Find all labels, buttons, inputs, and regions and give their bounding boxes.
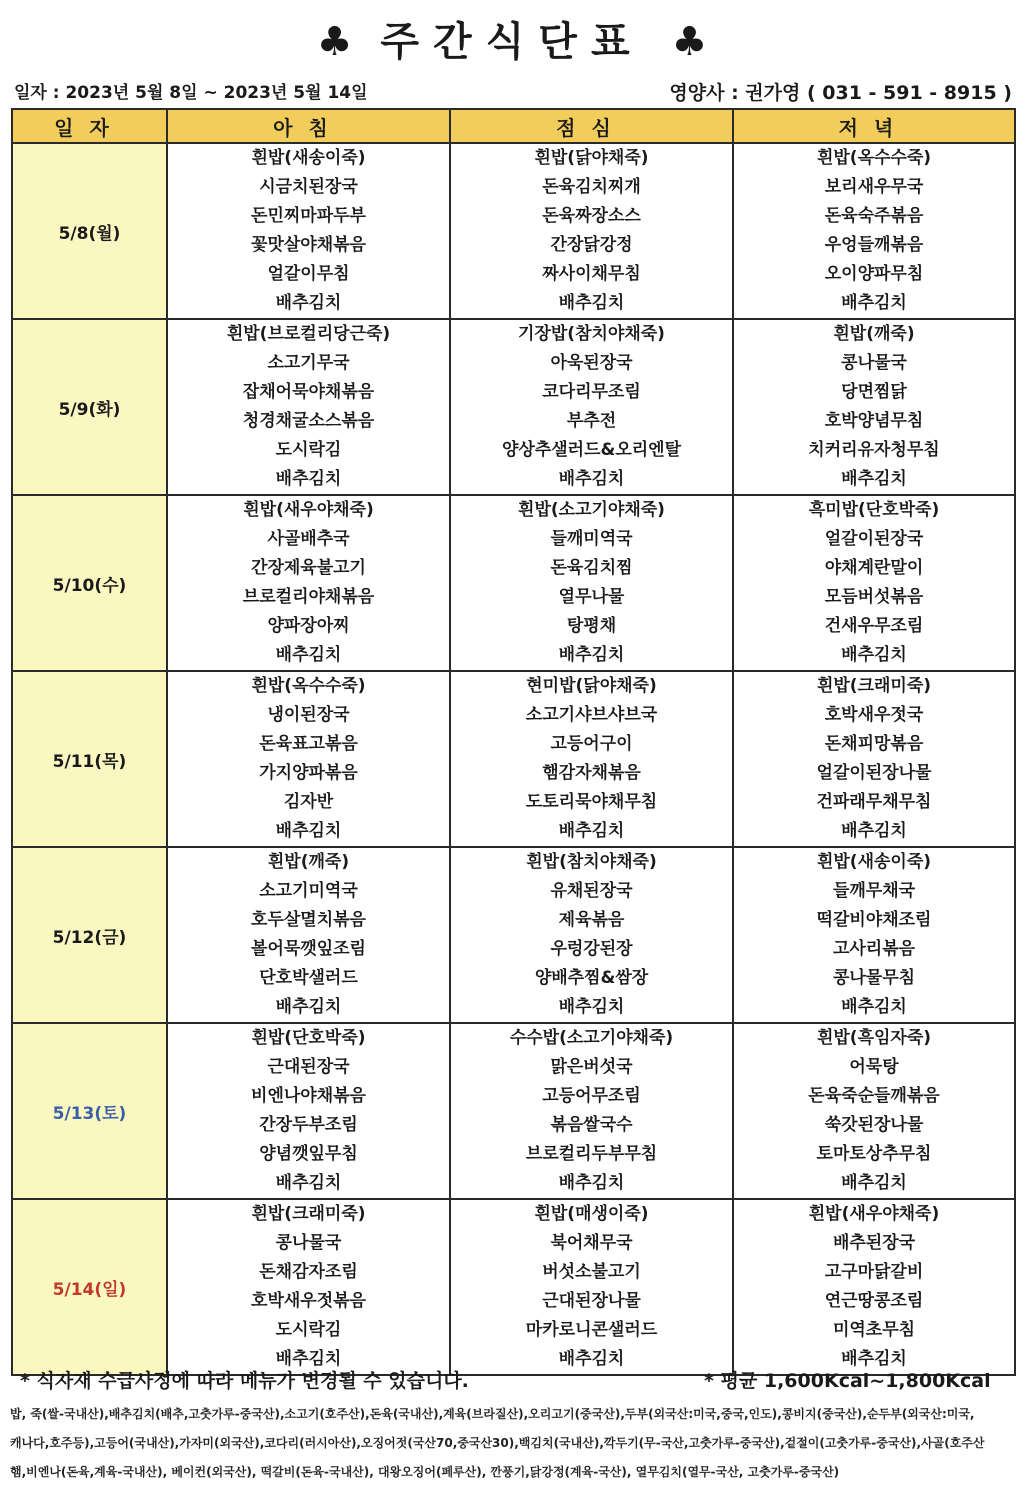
menu-item: 도시락김 bbox=[275, 1320, 342, 1340]
table-header-row bbox=[12, 109, 1015, 143]
menu-item: 돈육숙주볶음 bbox=[824, 206, 924, 226]
origin-info bbox=[10, 1400, 1014, 1487]
menu-item: 흰밥(닭야채죽) bbox=[534, 148, 649, 168]
menu-item: 흰밥(새우야채죽) bbox=[808, 1204, 940, 1224]
menu-item: 배추김치 bbox=[841, 469, 907, 489]
menu-item: 배추김치 bbox=[275, 645, 342, 665]
day-date-cell: 5/11(목) bbox=[12, 671, 167, 847]
lunch-cell bbox=[450, 1199, 733, 1375]
menu-item: 흰밥(옥수수죽) bbox=[251, 676, 366, 696]
menu-item: 도시락김 bbox=[275, 440, 342, 460]
menu-item: 브로컬리야채볶음 bbox=[242, 587, 375, 607]
menu-item: 배추김치 bbox=[558, 293, 625, 313]
menu-change-note: * 식자재 수급사정에 따라 메뉴가 변경될 수 있습니다. bbox=[20, 1370, 469, 1392]
menu-item: 떡갈비야채조림 bbox=[816, 910, 932, 930]
menu-item: 가지양파볶음 bbox=[259, 763, 358, 783]
menu-item: 돈민찌마파두부 bbox=[251, 206, 366, 226]
menu-item: 소고기미역국 bbox=[259, 881, 358, 901]
origin-line: 햄,비엔나(돈육,계육-국내산), 베이컨(외국산), 떡갈비(돈육-국내산), 대왕오징어(페루산), 깐풍기,닭강정(계육-국산), 열무김치(열무-국산, 고춧가루-중국산) bbox=[10, 1465, 840, 1479]
breakfast-cell bbox=[167, 495, 450, 671]
menu-item: 호두살멸치볶음 bbox=[251, 910, 366, 930]
menu-item: 배추김치 bbox=[275, 821, 342, 841]
lunch-cell bbox=[450, 671, 733, 847]
menu-item: 돈채감자조림 bbox=[259, 1262, 358, 1282]
menu-item: 양배추찜&쌈장 bbox=[534, 968, 649, 988]
menu-item: 아욱된장국 bbox=[550, 353, 633, 373]
menu-item: 배추김치 bbox=[841, 997, 907, 1017]
breakfast-cell bbox=[167, 143, 450, 319]
menu-item: 돈육표고볶음 bbox=[259, 734, 358, 754]
menu-item: 흰밥(깨죽) bbox=[833, 324, 915, 344]
menu-item: 부추전 bbox=[566, 411, 617, 431]
menu-item: 버섯소불고기 bbox=[542, 1262, 641, 1282]
day-date-cell: 5/14(일) bbox=[12, 1199, 167, 1375]
menu-item: 흰밥(브로컬리당근죽) bbox=[226, 324, 391, 344]
menu-item: 시금치된장국 bbox=[259, 177, 358, 197]
menu-item: 열무나물 bbox=[558, 587, 625, 607]
menu-item: 배추김치 bbox=[558, 645, 625, 665]
menu-item: 우엉들깨볶음 bbox=[824, 235, 924, 255]
menu-item: 흰밥(소고기야채죽) bbox=[518, 500, 665, 520]
date-range: 일자 : 2023년 5월 8일 ~ 2023년 5월 14일 bbox=[14, 83, 368, 103]
menu-item: 김자반 bbox=[283, 792, 334, 812]
dinner-cell bbox=[733, 671, 1015, 847]
menu-item: 브로컬리두부무침 bbox=[525, 1144, 658, 1164]
day-date-cell: 5/13(토) bbox=[12, 1023, 167, 1199]
menu-item: 얼갈이무침 bbox=[267, 264, 350, 284]
dinner-cell bbox=[733, 1199, 1015, 1375]
title-text: 주간식단표 bbox=[380, 19, 644, 65]
menu-item: 호박새우젓국 bbox=[824, 705, 924, 725]
club-suit-icon: ♣ bbox=[671, 19, 708, 65]
footnote-row bbox=[14, 1366, 1012, 1394]
menu-item: 배추김치 bbox=[558, 821, 625, 841]
menu-item: 비엔나야채볶음 bbox=[251, 1086, 366, 1106]
menu-item: 도토리묵야채무침 bbox=[525, 792, 658, 812]
day-date-cell: 5/9(화) bbox=[12, 319, 167, 495]
menu-item: 흰밥(참치야채죽) bbox=[526, 852, 657, 872]
menu-item: 배추김치 bbox=[558, 469, 625, 489]
menu-item: 배추된장국 bbox=[832, 1233, 916, 1253]
menu-item: 콩나물국 bbox=[841, 353, 907, 373]
menu-item: 연근땅콩조림 bbox=[824, 1291, 924, 1311]
menu-item: 토마토상추무침 bbox=[816, 1144, 932, 1164]
dinner-cell bbox=[733, 319, 1015, 495]
column-header-lunch: 점심 bbox=[450, 109, 733, 143]
day-date-cell: 5/12(금) bbox=[12, 847, 167, 1023]
menu-item: 냉이된장국 bbox=[267, 705, 350, 725]
menu-item: 야채계란말이 bbox=[824, 558, 924, 578]
table-row bbox=[12, 143, 1015, 319]
menu-item: 오이양파무침 bbox=[824, 264, 924, 284]
menu-item: 양파장아찌 bbox=[267, 616, 350, 636]
day-date-cell: 5/10(수) bbox=[12, 495, 167, 671]
menu-item: 북어채무국 bbox=[550, 1233, 633, 1253]
dinner-cell bbox=[733, 143, 1015, 319]
menu-item: 햄감자채볶음 bbox=[542, 763, 641, 783]
menu-item: 돈육짜장소스 bbox=[542, 206, 641, 226]
menu-item: 배추김치 bbox=[275, 997, 342, 1017]
table-row bbox=[12, 319, 1015, 495]
menu-item: 콩나물국 bbox=[275, 1233, 342, 1253]
menu-item: 배추김치 bbox=[275, 469, 342, 489]
breakfast-cell bbox=[167, 671, 450, 847]
column-header-dinner: 저녁 bbox=[733, 109, 1015, 143]
menu-item: 들깨미역국 bbox=[550, 529, 633, 549]
menu-item: 양상추샐러드&오리엔탈 bbox=[501, 440, 682, 460]
menu-item: 볶음쌀국수 bbox=[550, 1115, 633, 1135]
menu-item: 꽃맛살야채볶음 bbox=[251, 235, 366, 255]
menu-item: 콩나물무침 bbox=[832, 968, 916, 988]
column-header-breakfast: 아침 bbox=[167, 109, 450, 143]
menu-item: 쑥갓된장나물 bbox=[824, 1115, 924, 1135]
menu-item: 흰밥(크래미죽) bbox=[816, 676, 932, 696]
dinner-cell bbox=[733, 1023, 1015, 1199]
menu-item: 짜사이채무침 bbox=[542, 264, 641, 284]
menu-item: 탕평채 bbox=[566, 616, 617, 636]
menu-item: 맑은버섯국 bbox=[550, 1057, 633, 1077]
menu-item: 치커리유자청무침 bbox=[808, 440, 940, 460]
menu-item: 단호박샐러드 bbox=[259, 968, 358, 988]
table-row bbox=[12, 495, 1015, 671]
breakfast-cell bbox=[167, 1199, 450, 1375]
menu-item: 간장두부조림 bbox=[259, 1115, 358, 1135]
club-suit-icon: ♣ bbox=[316, 19, 353, 65]
lunch-cell bbox=[450, 143, 733, 319]
menu-item: 돈육김치찜 bbox=[550, 558, 633, 578]
menu-item: 청경채굴소스볶음 bbox=[242, 411, 375, 431]
menu-item: 돈육김치찌개 bbox=[542, 177, 641, 197]
column-header-date: 일자 bbox=[12, 109, 167, 143]
menu-item: 근대된장국 bbox=[267, 1057, 350, 1077]
menu-item: 배추김치 bbox=[558, 1349, 625, 1369]
menu-item: 양념깻잎무침 bbox=[259, 1144, 358, 1164]
dietitian-info: 영양사 : 권가영 ( 031 - 591 - 8915 ) bbox=[669, 82, 1012, 104]
menu-item: 수수밥(소고기야채죽) bbox=[509, 1028, 674, 1048]
breakfast-cell bbox=[167, 1023, 450, 1199]
menu-item: 고구마닭갈비 bbox=[824, 1262, 924, 1282]
menu-item: 코다리무조림 bbox=[542, 382, 641, 402]
menu-item: 배추김치 bbox=[558, 997, 625, 1017]
breakfast-cell bbox=[167, 319, 450, 495]
breakfast-cell bbox=[167, 847, 450, 1023]
menu-item: 흰밥(매생이죽) bbox=[534, 1204, 649, 1224]
menu-item: 제육볶음 bbox=[558, 910, 625, 930]
menu-item: 고등어구이 bbox=[550, 734, 633, 754]
menu-table bbox=[11, 108, 1016, 1376]
menu-item: 고등어무조림 bbox=[542, 1086, 641, 1106]
menu-item: 볼어묵깻잎조림 bbox=[251, 939, 366, 959]
menu-item: 배추김치 bbox=[841, 821, 907, 841]
menu-item: 호박새우젓볶음 bbox=[251, 1291, 366, 1311]
menu-item: 배추김치 bbox=[841, 1349, 907, 1369]
menu-item: 흑미밥(단호박죽) bbox=[808, 500, 940, 520]
menu-item: 배추김치 bbox=[841, 1173, 907, 1193]
menu-item: 배추김치 bbox=[558, 1173, 625, 1193]
menu-item: 배추김치 bbox=[841, 293, 907, 313]
page-title bbox=[0, 14, 1024, 70]
lunch-cell bbox=[450, 495, 733, 671]
menu-item: 얼갈이된장나물 bbox=[816, 763, 932, 783]
dinner-cell bbox=[733, 495, 1015, 671]
menu-item: 기장밥(참치야채죽) bbox=[518, 324, 665, 344]
menu-item: 흰밥(크래미죽) bbox=[251, 1204, 366, 1224]
lunch-cell bbox=[450, 847, 733, 1023]
menu-item: 건파래무채무침 bbox=[816, 792, 932, 812]
table-row bbox=[12, 1023, 1015, 1199]
menu-item: 사골배추국 bbox=[267, 529, 350, 549]
menu-item: 들깨무채국 bbox=[832, 881, 916, 901]
menu-item: 흰밥(새송이죽) bbox=[251, 148, 366, 168]
day-date-cell: 5/8(월) bbox=[12, 143, 167, 319]
menu-item: 간장제육불고기 bbox=[251, 558, 366, 578]
menu-item: 흰밥(옥수수죽) bbox=[816, 148, 932, 168]
menu-item: 마카로니콘샐러드 bbox=[525, 1320, 658, 1340]
menu-item: 돈채피망볶음 bbox=[824, 734, 924, 754]
menu-item: 흰밥(새우야채죽) bbox=[243, 500, 374, 520]
origin-line: 캐나다,호주등),고등어(국내산),가자미(외국산),코다리(러시아산),오징어젓(국산70,중국산30),백김치(국내산),깍두기(무-국산,고춧가루-중국산),겉절이(고춧가루-중국산),사골(호주산 bbox=[10, 1436, 985, 1450]
dinner-cell bbox=[733, 847, 1015, 1023]
menu-item: 우렁강된장 bbox=[550, 939, 633, 959]
menu-item: 배추김치 bbox=[841, 645, 907, 665]
menu-item: 미역초무침 bbox=[832, 1320, 916, 1340]
menu-item: 얼갈이된장국 bbox=[824, 529, 924, 549]
table-row bbox=[12, 671, 1015, 847]
menu-item: 배추김치 bbox=[275, 293, 342, 313]
lunch-cell bbox=[450, 319, 733, 495]
menu-item: 모듬버섯볶음 bbox=[824, 587, 924, 607]
menu-item: 배추김치 bbox=[275, 1173, 342, 1193]
menu-item: 당면찜닭 bbox=[841, 382, 907, 402]
menu-item: 어묵탕 bbox=[849, 1057, 899, 1077]
menu-item: 흰밥(단호박죽) bbox=[251, 1028, 366, 1048]
menu-item: 흰밥(깨죽) bbox=[267, 852, 350, 872]
menu-item: 흰밥(흑임자죽) bbox=[816, 1028, 932, 1048]
menu-item: 소고기무국 bbox=[267, 353, 350, 373]
menu-item: 돈육죽순들깨볶음 bbox=[808, 1086, 940, 1106]
table-row bbox=[12, 1199, 1015, 1375]
menu-item: 근대된장나물 bbox=[542, 1291, 641, 1311]
meta-row bbox=[14, 78, 1012, 102]
menu-item: 보리새우무국 bbox=[824, 177, 924, 197]
menu-item: 배추김치 bbox=[275, 1349, 342, 1369]
menu-item: 고사리볶음 bbox=[832, 939, 916, 959]
table-row bbox=[12, 847, 1015, 1023]
menu-item: 간장닭강정 bbox=[550, 235, 633, 255]
menu-item: 잡채어묵야채볶음 bbox=[242, 382, 375, 402]
menu-item: 소고기샤브샤브국 bbox=[525, 705, 658, 725]
menu-item: 유채된장국 bbox=[550, 881, 633, 901]
menu-item: 흰밥(새송이죽) bbox=[816, 852, 932, 872]
menu-item: 호박양념무침 bbox=[824, 411, 924, 431]
calorie-note: * 평균 1,600Kcal~1,800Kcal bbox=[704, 1370, 991, 1392]
menu-item: 현미밥(닭야채죽) bbox=[526, 676, 657, 696]
menu-item: 건새우무조림 bbox=[824, 616, 924, 636]
lunch-cell bbox=[450, 1023, 733, 1199]
origin-line: 밥, 죽(쌀-국내산),배추김치(배추,고춧가루-중국산),소고기(호주산),돈육(국내산),계육(브라질산),오리고기(중국산),두부(외국산:미국,중국,인도),콩비지(중국산),순두부(외국산:미국, bbox=[10, 1407, 975, 1421]
